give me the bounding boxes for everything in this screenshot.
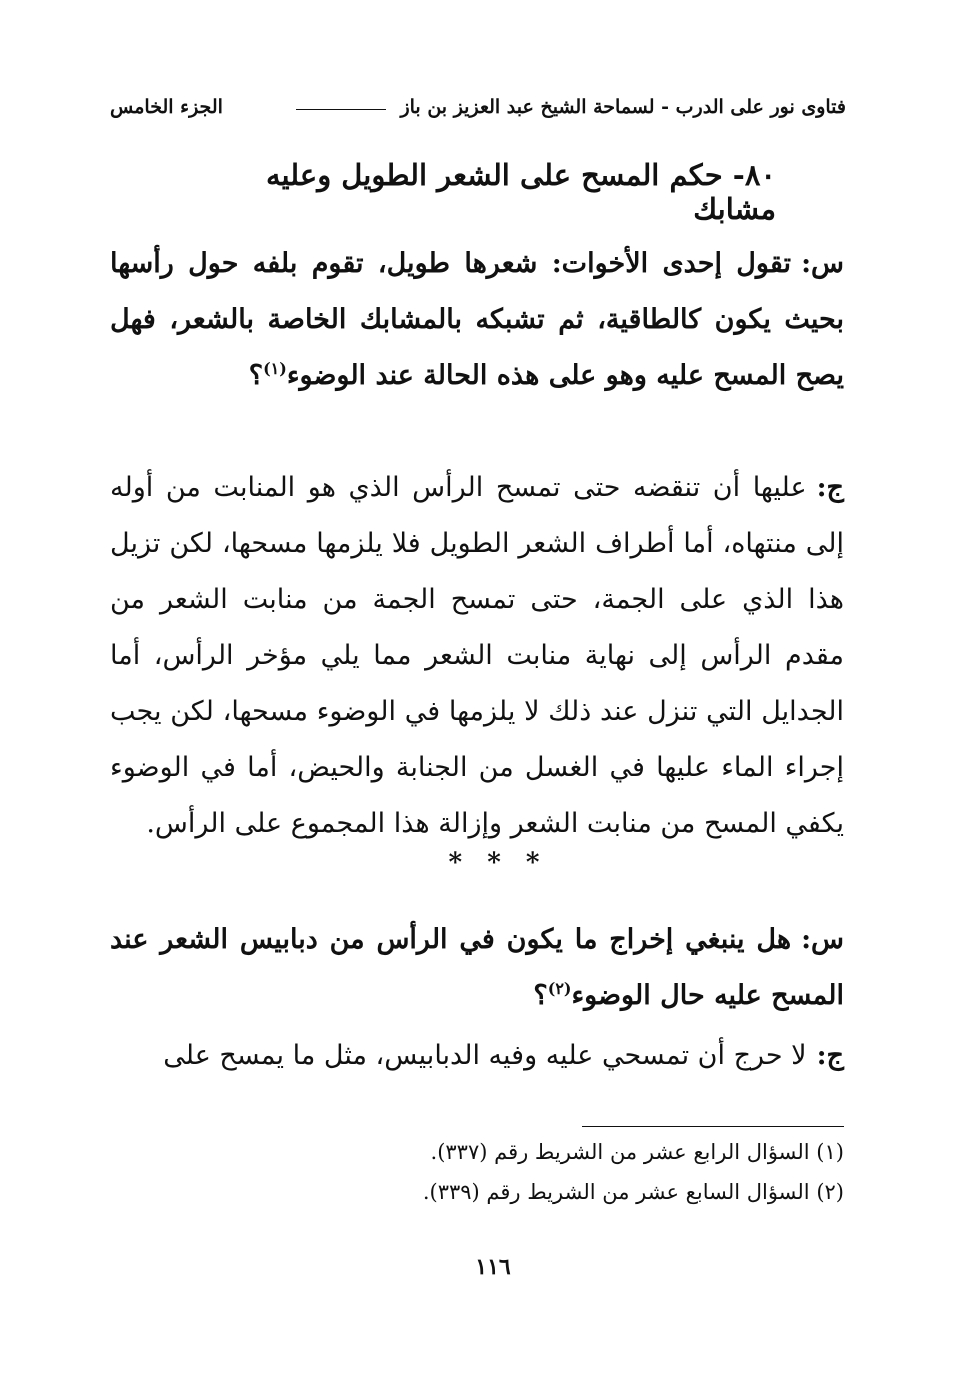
footnote-reference: (٢) <box>547 979 572 998</box>
footnote-2: (٢) السؤال السابع عشر من الشريط رقم (٣٣٩). <box>422 1180 844 1204</box>
footnote-rule <box>582 1126 844 1127</box>
running-header-volume: الجزء الخامس <box>110 96 223 118</box>
answer-1 <box>110 460 844 852</box>
footnotes <box>110 1132 844 1212</box>
answer-marker: ج: <box>816 1040 844 1071</box>
running-header-book-title: فتاوى نور على الدرب - لسماحة الشيخ عبد العزيز بن باز <box>290 96 846 118</box>
chapter-title: ٨٠- حكم المسح على الشعر الطويل وعليه مشابك <box>266 158 776 226</box>
question-marker: س: <box>801 924 844 955</box>
section-separator: * * * <box>448 848 548 878</box>
answer-marker: ج: <box>816 472 844 503</box>
question-1 <box>110 236 844 404</box>
question-mark: ؟ <box>248 360 264 391</box>
header-rule <box>296 109 386 110</box>
question-mark: ؟ <box>533 980 548 1011</box>
answer-2 <box>110 1028 844 1084</box>
running-header <box>110 96 846 118</box>
page-number: ١١٦ <box>475 1254 511 1280</box>
question-marker: س: <box>801 248 844 279</box>
footnote-reference: (١) <box>263 359 287 378</box>
question-text: تقول إحدى الأخوات: شعرها طويل، تقوم بلفه حول رأسها بحيث يكون كالطاقية، ثم تشبكه بالمشابك الخاصة بالشعر، فهل يصح المسح عليه وهو على هذه الحالة عند الوضوء <box>110 248 844 391</box>
answer-text: عليها أن تنقضه حتى تمسح الرأس الذي هو المنابت من أوله إلى منتهاه، أما أطراف الشعر الطويل فلا يلزمها مسحها، لكن تزيل هذا الذي على الجمة، حتى تمسح الجمة من منابت الشعر من مقدم الرأس إلى نهاية منابت الشعر مما يلي مؤخر الرأس، أما الجدايل التي تنزل عند ذلك لا يلزمها في الوضوء مسحها، لكن يجب إجراء الماء عليها في الغسل من الجنابة والحيض، أما في الوضوء يكفي المسح من منابت الشعر وإزالة هذا المجموع على الرأس. <box>110 472 844 839</box>
footnote-1: (١) السؤال الرابع عشر من الشريط رقم (٣٣٧). <box>430 1140 844 1164</box>
question-2 <box>110 912 844 1024</box>
answer-text: لا حرج أن تمسحي عليه وفيه الدبابيس، مثل ما يمسح على <box>163 1040 807 1071</box>
question-text: هل ينبغي إخراج ما يكون في الرأس من دبابيس الشعر عند المسح عليه حال الوضوء <box>110 924 844 1011</box>
